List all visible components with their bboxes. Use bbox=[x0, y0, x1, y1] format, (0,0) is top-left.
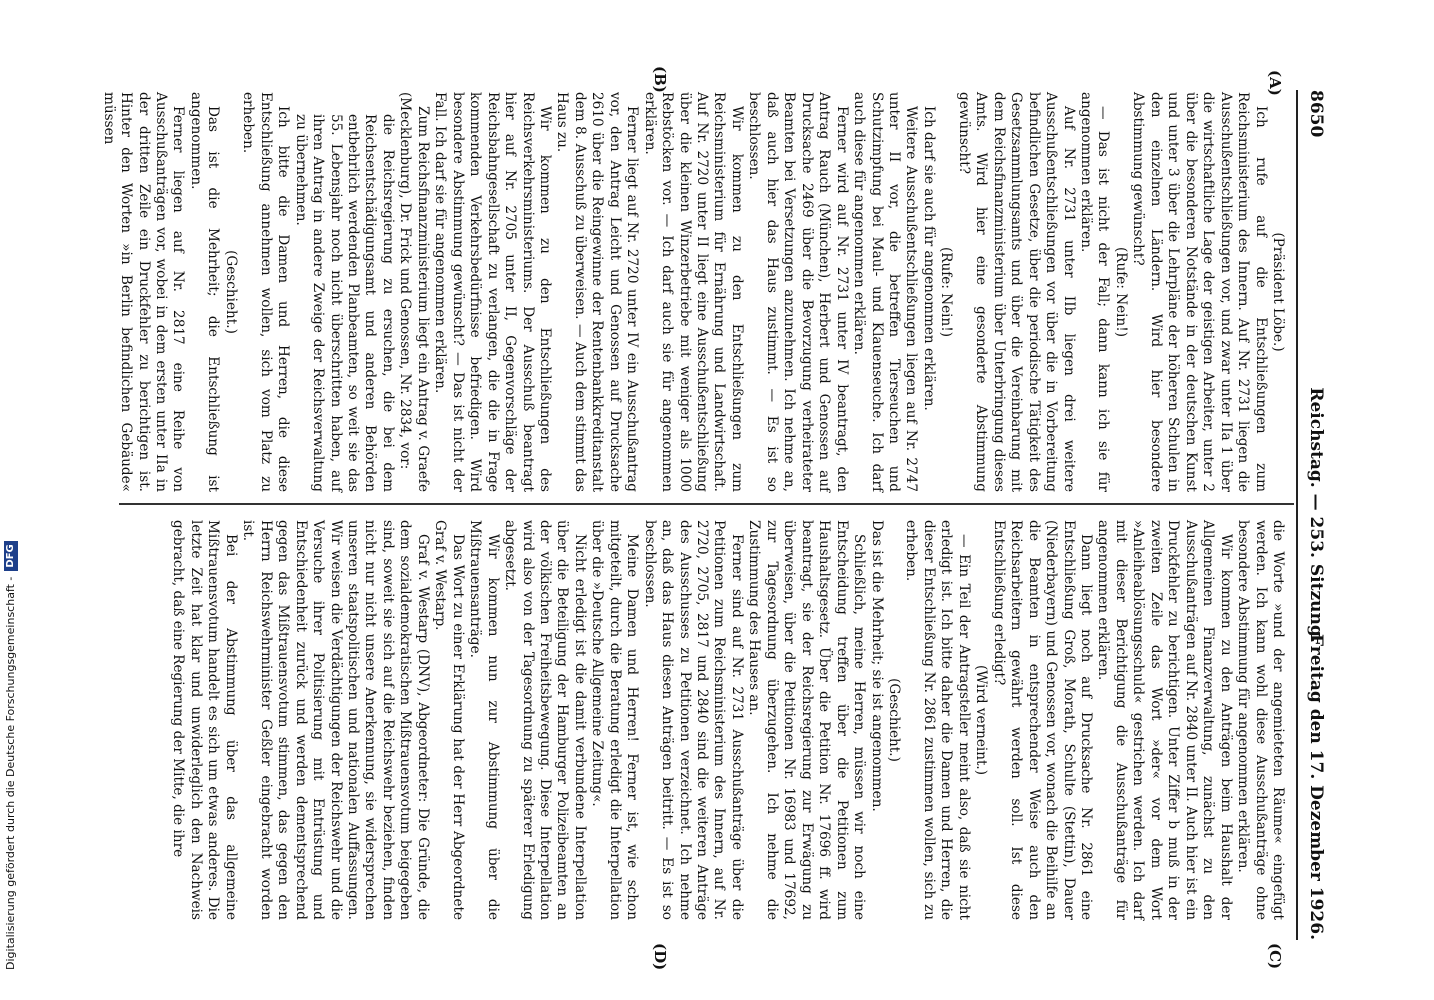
margin-marker-b: (B) bbox=[651, 66, 669, 93]
right-column-paragraph: Bei der Abstimmung über das allgemeine Mißtrauensvotum handelt es sich um etwas anderes. Die letzte Zeit hat klar und unwiderleglich den Nachweis gebracht, daß eine Regierung der Mitte, die ihre bbox=[170, 520, 239, 920]
page-number: 8650 bbox=[1306, 90, 1326, 138]
margin-marker-c: (C) bbox=[1266, 943, 1284, 970]
right-column-paragraph: — Ein Teil der Antragsteller meint also, daß sie nicht erledigt ist. Ich bitte daher die Damen und Herren, die dieser Entschließung Nr. 2861 zustimmen wollen, sich zu erheben. bbox=[903, 520, 972, 920]
right-column bbox=[169, 520, 1286, 920]
right-column-paragraph: Das Wort zu einer Erklärung hat der Herr Abgeordnete Graf v. Westarp. bbox=[432, 520, 466, 920]
right-column-paragraph: Schließlich, meine Herren, müssen wir noch eine Entscheidung treffen über die Petitionen zum Haushaltsgesetz. Über die Petition Nr. 17696 ff. wird beantragt, sie der Reichsregierung zur Erwägung zu überweisen, über die Petitionen Nr. 16983 und 17692, zur Tagesordnung überzugehen. Ich nehme die Zustimmung des Hauses an. bbox=[746, 520, 868, 920]
left-column-paragraph: die Reichsregierung zu ersuchen, die bei dem Reichsentschädigungsamt und anderen Behörden entbehrlich werdenden Planbeamten, so weit sie das 55. Lebensjahr noch nicht überschritten haben, auf ihren Antrag in andere Zweige der Reichsverwaltung zu übernehmen. bbox=[292, 114, 396, 492]
left-column-paragraph: Ich darf sie auch für angenommen erklären. bbox=[920, 106, 937, 411]
right-column-paragraph: Graf v. Westarp (DNV), Abgeordneter: Die Gründe, die dem sozialdemokratischen Mißtrauensvotum beigegeben sind, soweit sie sich auf die Reichswehr beziehen, finden nicht nur nicht unsere Anerkennung, sie widersprechen unseren staatspolitischen und nationalen Auffassungen. Wir weisen die Verdächtigungen der Reichswehr und die Versuche ihrer Politisierung mit Entrüstung und Entschiedenheit zurück und werden dementsprechend gegen das Mißtrauensvotum stimmen, das gegen den Herrn Reichswehrminister Geßler eingebracht worden ist. bbox=[240, 520, 431, 920]
right-column-paragraph: (Wird verneint.) bbox=[973, 664, 990, 776]
right-column-paragraph: (Geschieht.) bbox=[886, 678, 903, 762]
right-column-paragraph: Nicht erledigt ist die damit verbundene Interpellation über die Beteiligung der Hamburger Polizeibeamten an der völkischen Freiheitsbewegung. Diese Interpellation wird also von der Tagesordnung zu späterer Erledigung abgesetzt. bbox=[502, 520, 588, 920]
left-column-paragraph: Ferner liegt auf Nr. 2720 unter IV ein Ausschußantrag vor, den Antrag Leicht und Genossen auf Drucksache 2610 über die Reingewinne der Rentenbankkreditanstalt dem 8. Ausschuß zu überweisen. — Auch dem stimmt das Haus zu. bbox=[554, 92, 641, 492]
header-rule bbox=[1296, 90, 1298, 940]
left-column-paragraph: Ferner wird auf Nr. 2731 unter IV beantragt, den Antrag Rauch (München), Herbert und Genossen auf Drucksache 2469 über die Bevorzugung verheirateter Beamten bei Versetzungen anzunehmen. Ich nehme an, daß auch hier das Haus zustimmt. — Es ist so beschlossen. bbox=[746, 92, 850, 492]
left-column-paragraph: Das ist die Mehrheit; die Entschließung ist angenommen. bbox=[187, 92, 222, 492]
right-column-paragraph: Das ist die Mehrheit; sie ist angenommen. bbox=[868, 520, 885, 812]
left-column-paragraph: Ferner liegen auf Nr. 2817 eine Reihe von Ausschußanträgen vor, wobei in dem ersten unter IIa in der dritten Zeile ein Druckfehler zu berichtigen ist. Hinter den Worten »in Berlin befindlichen Gebäude« müssen bbox=[100, 92, 187, 492]
left-column-paragraph: Ich rufe auf die Entschließungen zum Reichsministerium des Innern. Auf Nr. 2731 liegen die Ausschußentschließungen vor, und zwar unter IIa 1 über die wirtschaftliche Lage der geistigen Arbeiter, unter 2 über die besonderen Notstände in der deutschen Kunst und unter 3 über die Lehrpläne der höheren Schulen in den einzelnen Ländern. Wird hier besondere Abstimmung gewünscht? bbox=[1130, 92, 1269, 492]
right-column-paragraph: die Worte »und der angemieteten Räume« eingefügt werden. Ich kann wohl diese Ausschußanträge ohne besondere Abstimmung für angenommen erklären. bbox=[1235, 520, 1286, 920]
right-column-paragraph: Wir kommen nun zur Abstimmung über die Mißtrauensanträge. bbox=[467, 520, 501, 920]
left-column bbox=[99, 92, 1286, 492]
margin-marker-d: (D) bbox=[651, 943, 669, 971]
column-divider bbox=[119, 503, 1294, 505]
left-column-paragraph: Wir kommen zu den Entschließungen zum Reichsministerium für Ernährung und Landwirtschaft. Auf Nr. 2720 unter II liegt eine Ausschußentschließung über die kleinen Winzerbetriebe mit weniger als 1000 Rebstöcken vor. — Ich darf auch sie für angenommen erklären. bbox=[641, 92, 745, 492]
left-column-paragraph: Weitere Ausschußentschließungen liegen auf Nr. 2747 unter II vor, die betreffen Tierseuchen und Schutzimpfung bei Maul- und Klauenseuche. Ich darf auch diese für angenommen erklären. bbox=[851, 92, 920, 492]
digitization-footer bbox=[0, 0, 22, 1000]
left-column-paragraph: (Rufe: Nein!) bbox=[1112, 246, 1129, 338]
left-column-paragraph: Ich bitte die Damen und Herren, die diese Entschließung annehmen wollen, sich vom Platz zu erheben. bbox=[240, 92, 292, 492]
left-column-paragraph: Wir kommen zu den Entschließungen des Reichsverkehrsministeriums. Der Ausschuß beantragt hier auf Nr. 2705 unter II, Gegenvorschläge der Reichsbahngesellschaft zu verlangen, die die in Frage kommenden Verkehrsbedürfnisse befriedigen. Wird besondere Abstimmung gewünscht? — Das ist nicht der Fall. Ich darf sie für angenommen erklären. bbox=[432, 92, 553, 492]
margin-marker-a: (A) bbox=[1266, 70, 1284, 96]
left-column-paragraph: Zum Reichsfinanzministerium liegt ein Antrag v. Graefe (Mecklenburg), Dr. Frick und Genossen, Nr. 2834, vor: bbox=[397, 92, 431, 492]
right-column-paragraph: Ferner sind auf Nr. 2731 Ausschußanträge über die Petitionen zum Reichsministerium des Innern, auf Nr. 2720, 2705, 2817 und 2840 sind die weiteren Anträge des Ausschusses zu Petitionen verzeichnet. Ich nehme an, daß das Haus diesen Anträgen beitritt. — Es ist so beschlossen. bbox=[641, 520, 745, 920]
dfg-logo: DFG bbox=[4, 541, 18, 570]
footer-credit: Digitalisierung gefördert durch die Deutsche Forschungsgemeinschaft - bbox=[4, 576, 17, 970]
right-column-paragraph: Meine Damen und Herren! Ferner ist, wie schon mitgeteilt, durch die Beratung erledigt die Interpellation über die »Deutsche Allgemeine Zeitung«. bbox=[589, 520, 641, 920]
session-date: Freitag den 17. Dezember 1926. bbox=[1306, 634, 1326, 940]
left-column-paragraph: (Geschieht.) bbox=[222, 250, 239, 334]
left-column-paragraph: — Das ist nicht der Fall; dann kann ich sie für angenommen erklären. bbox=[1078, 92, 1112, 492]
right-column-paragraph: Wir kommen zu den Anträgen beim Haushalt der Allgemeinen Finanzverwaltung, zunächst zu den Ausschußanträgen auf Nr. 2840 unter II. Auch hier ist ein Druckfehler zu berichtigen. Unter Ziffer b muß in der zweiten Zeile das Wort »der« vor dem Wort »Anleiheablösungsschuld« gestrichen werden. Ich darf mit dieser Berichtigung die Ausschußanträge für angenommen erklären. bbox=[1095, 520, 1234, 920]
left-column-paragraph: Auf Nr. 2731 unter IIb liegen drei weitere Ausschußentschließungen vor über die in Vorbereitung befindlichen Gesetze, über die periodische Tätigkeit des Gesetzsammlungsamts und über die Vereinbarung mit dem Reichsfinanzministerium über Unterbringung dieses Amts. Wird hier eine gesonderte Abstimmung gewünscht? bbox=[955, 92, 1077, 492]
right-column-paragraph: Dann liegt noch auf Drucksache Nr. 2861 eine Entschließung Groß, Morath, Schulte (Stettin), Dauer (Niederbayern) und Genossen vor, wonach die Beihilfe an die Beamten in entsprechender Weise auch den Reichsarbeitern gewährt werden soll. Ist diese Entschließung erledigt? bbox=[990, 520, 1095, 920]
page-header bbox=[1300, 90, 1326, 940]
session-title: Reichstag. — 253. Sitzung. bbox=[1306, 387, 1326, 643]
left-column-paragraph: (Rufe: Nein!) bbox=[938, 246, 955, 338]
left-column-paragraph: (Präsident Löbe.) bbox=[1270, 232, 1286, 352]
